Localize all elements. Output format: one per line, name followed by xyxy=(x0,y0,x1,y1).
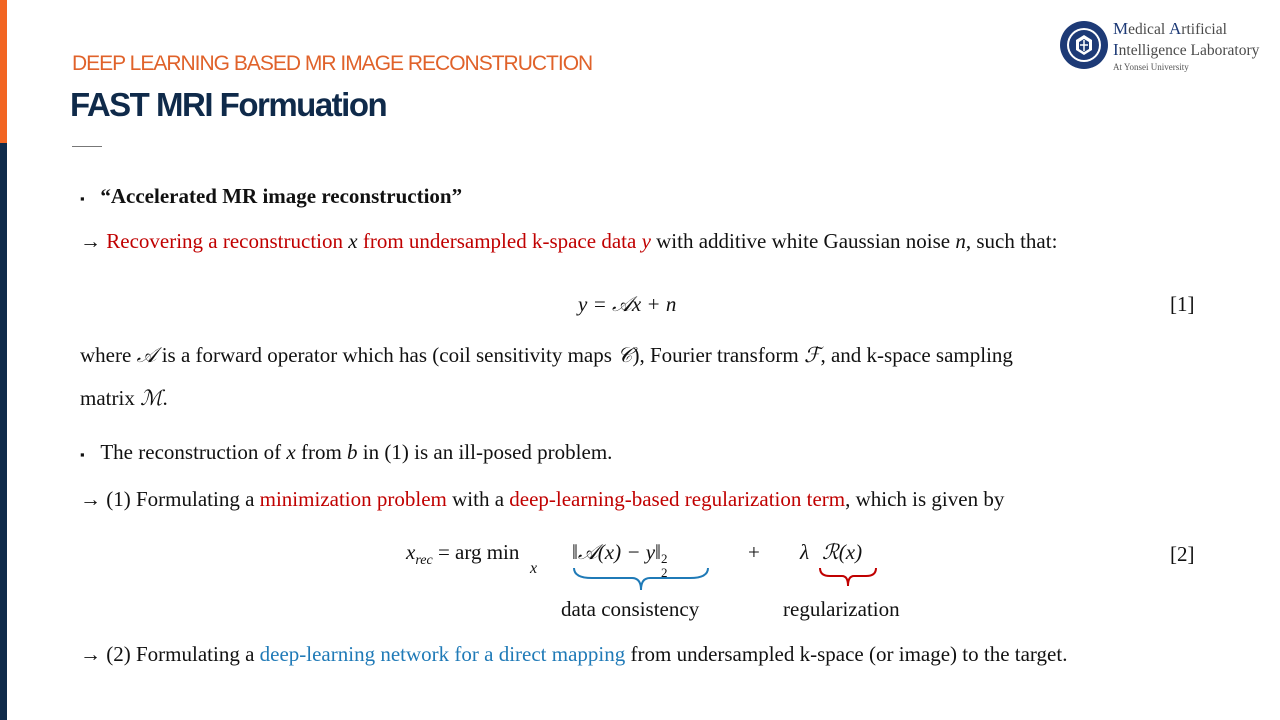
sidebar-accent-orange xyxy=(0,0,7,143)
bullet-ill-posed: ▪ The reconstruction of x from b in (1) is an ill-posed problem. xyxy=(80,440,613,464)
equation-1: y = 𝒜x + n xyxy=(578,292,677,316)
data-consistency-brace xyxy=(572,566,710,594)
lab-logo-text: Medical Artificial Intelligence Laboratory At Yonsei University xyxy=(1113,19,1260,72)
regularization-brace xyxy=(818,566,878,588)
arrow-line-recovering: → Recovering a reconstruction x from undersampled k-space data y with additive white Gaussian noise n, such that: xyxy=(80,229,1058,253)
arrow-icon: → xyxy=(80,642,101,666)
where-paragraph-line1: where 𝒜 is a forward operator which has (coil sensitivity maps 𝒞), Fourier transform ℱ, and k-space sampling xyxy=(80,343,1013,367)
arrow-line-minimization: → (1) Formulating a minimization problem with a deep-learning-based regularization term, which is given by xyxy=(80,487,1005,511)
equation-2-number: [2] xyxy=(1170,542,1195,566)
label-regularization: regularization xyxy=(783,597,900,621)
arrow-icon: → xyxy=(80,229,101,253)
data-consistency-term: ‖𝒜(x) − y‖ 2 2 xyxy=(572,540,668,580)
plus-sign: + xyxy=(748,540,760,564)
title-underline xyxy=(72,146,102,147)
arrow-line-direct-mapping: → (2) Formulating a deep-learning network for a direct mapping from undersampled k-space (or image) to the target. xyxy=(80,642,1068,666)
bullet-accelerated: ▪ “Accelerated MR image reconstruction” xyxy=(80,184,463,208)
slide-subtitle: DEEP LEARNING BASED MR IMAGE RECONSTRUCTION xyxy=(72,52,593,75)
arrow-icon: → xyxy=(80,487,101,511)
where-paragraph-line2: matrix ℳ. xyxy=(80,386,168,410)
equation-1-number: [1] xyxy=(1170,292,1195,316)
regularization-term: ℛ(x) xyxy=(822,540,863,564)
slide-title: FAST MRI Formuation xyxy=(70,86,387,123)
equation-2: $x_{rec}$ = arg min xyxy=(406,540,520,569)
argmin-subscript: x xyxy=(530,560,538,577)
sidebar-accent-navy xyxy=(0,143,7,720)
label-data-consistency: data consistency xyxy=(561,597,700,621)
university-seal-logo xyxy=(1059,20,1109,70)
lambda-symbol: λ xyxy=(800,540,810,564)
